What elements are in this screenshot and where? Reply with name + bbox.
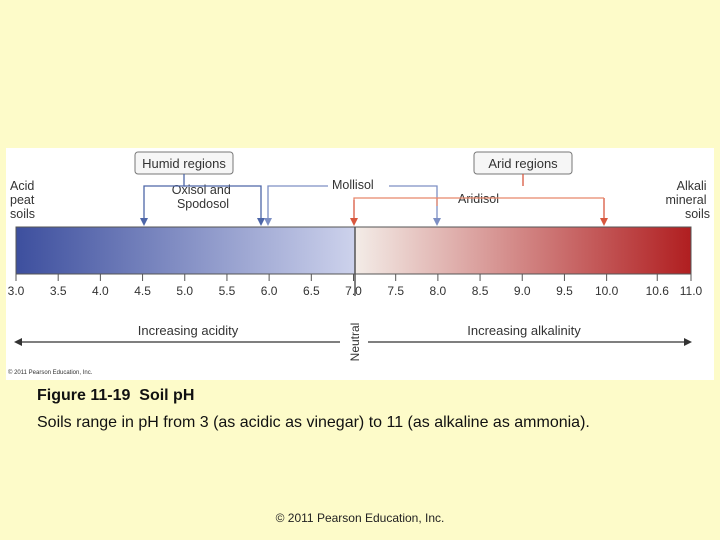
acidity-arrow	[14, 323, 340, 346]
arid-regions-box	[474, 152, 572, 174]
alkalinity-arrow	[368, 323, 692, 346]
increasing-acidity-label: Increasing acidity	[137, 323, 239, 338]
tick-label: 6.0	[260, 284, 278, 298]
tick-label: 6.5	[302, 284, 320, 298]
acid-peat-soils-label: Acid peat soils	[10, 179, 36, 221]
soil-ph-diagram	[6, 148, 714, 380]
acid-scale-segment	[16, 227, 355, 274]
copyright-footer: © 2011 Pearson Education, Inc.	[275, 511, 445, 525]
tick-label: 4.0	[92, 284, 109, 298]
alkali-mineral-soils-label: Alkali mineral soils	[665, 179, 710, 221]
humid-regions-box	[135, 152, 233, 174]
mollisol-label: Mollisol	[332, 178, 374, 192]
tick-label: 11.0	[679, 284, 703, 298]
neutral-label: Neutral	[348, 322, 362, 362]
tick-label: 8.5	[471, 284, 489, 298]
tick-label: 7.5	[387, 284, 405, 298]
tick-label: 4.5	[134, 284, 151, 298]
tick-label: 5.0	[176, 284, 194, 298]
humid-regions-label: Humid regions	[142, 156, 226, 171]
alkaline-scale-segment	[355, 227, 691, 274]
figure-caption: Soils range in pH from 3 (as acidic as vinegar) to 11 (as alkaline as ammonia).	[37, 414, 590, 431]
aridisol-label: Aridisol	[458, 192, 499, 206]
tick-label: 9.0	[513, 284, 531, 298]
tick-marks	[16, 274, 691, 281]
tick-label: 10.6	[645, 284, 669, 298]
increasing-alkalinity-label: Increasing alkalinity	[467, 323, 581, 338]
inner-copyright: © 2011 Pearson Education, Inc.	[8, 370, 93, 376]
tick-label: 9.5	[556, 284, 573, 298]
tick-label: 10.0	[594, 284, 619, 298]
soil-ph-figure	[6, 148, 714, 380]
tick-label: 5.5	[218, 284, 236, 298]
tick-labels	[8, 284, 703, 298]
figure-title: Figure 11-19 Soil pH	[37, 387, 195, 404]
tick-label: 3.0	[7, 284, 25, 298]
oxisol-spodosol-label: Oxisol and Spodosol	[171, 183, 231, 211]
tick-label: 3.5	[49, 284, 67, 298]
arid-regions-label: Arid regions	[488, 156, 558, 171]
tick-label: 8.0	[429, 284, 447, 298]
tick-label: 7.0	[345, 284, 362, 298]
